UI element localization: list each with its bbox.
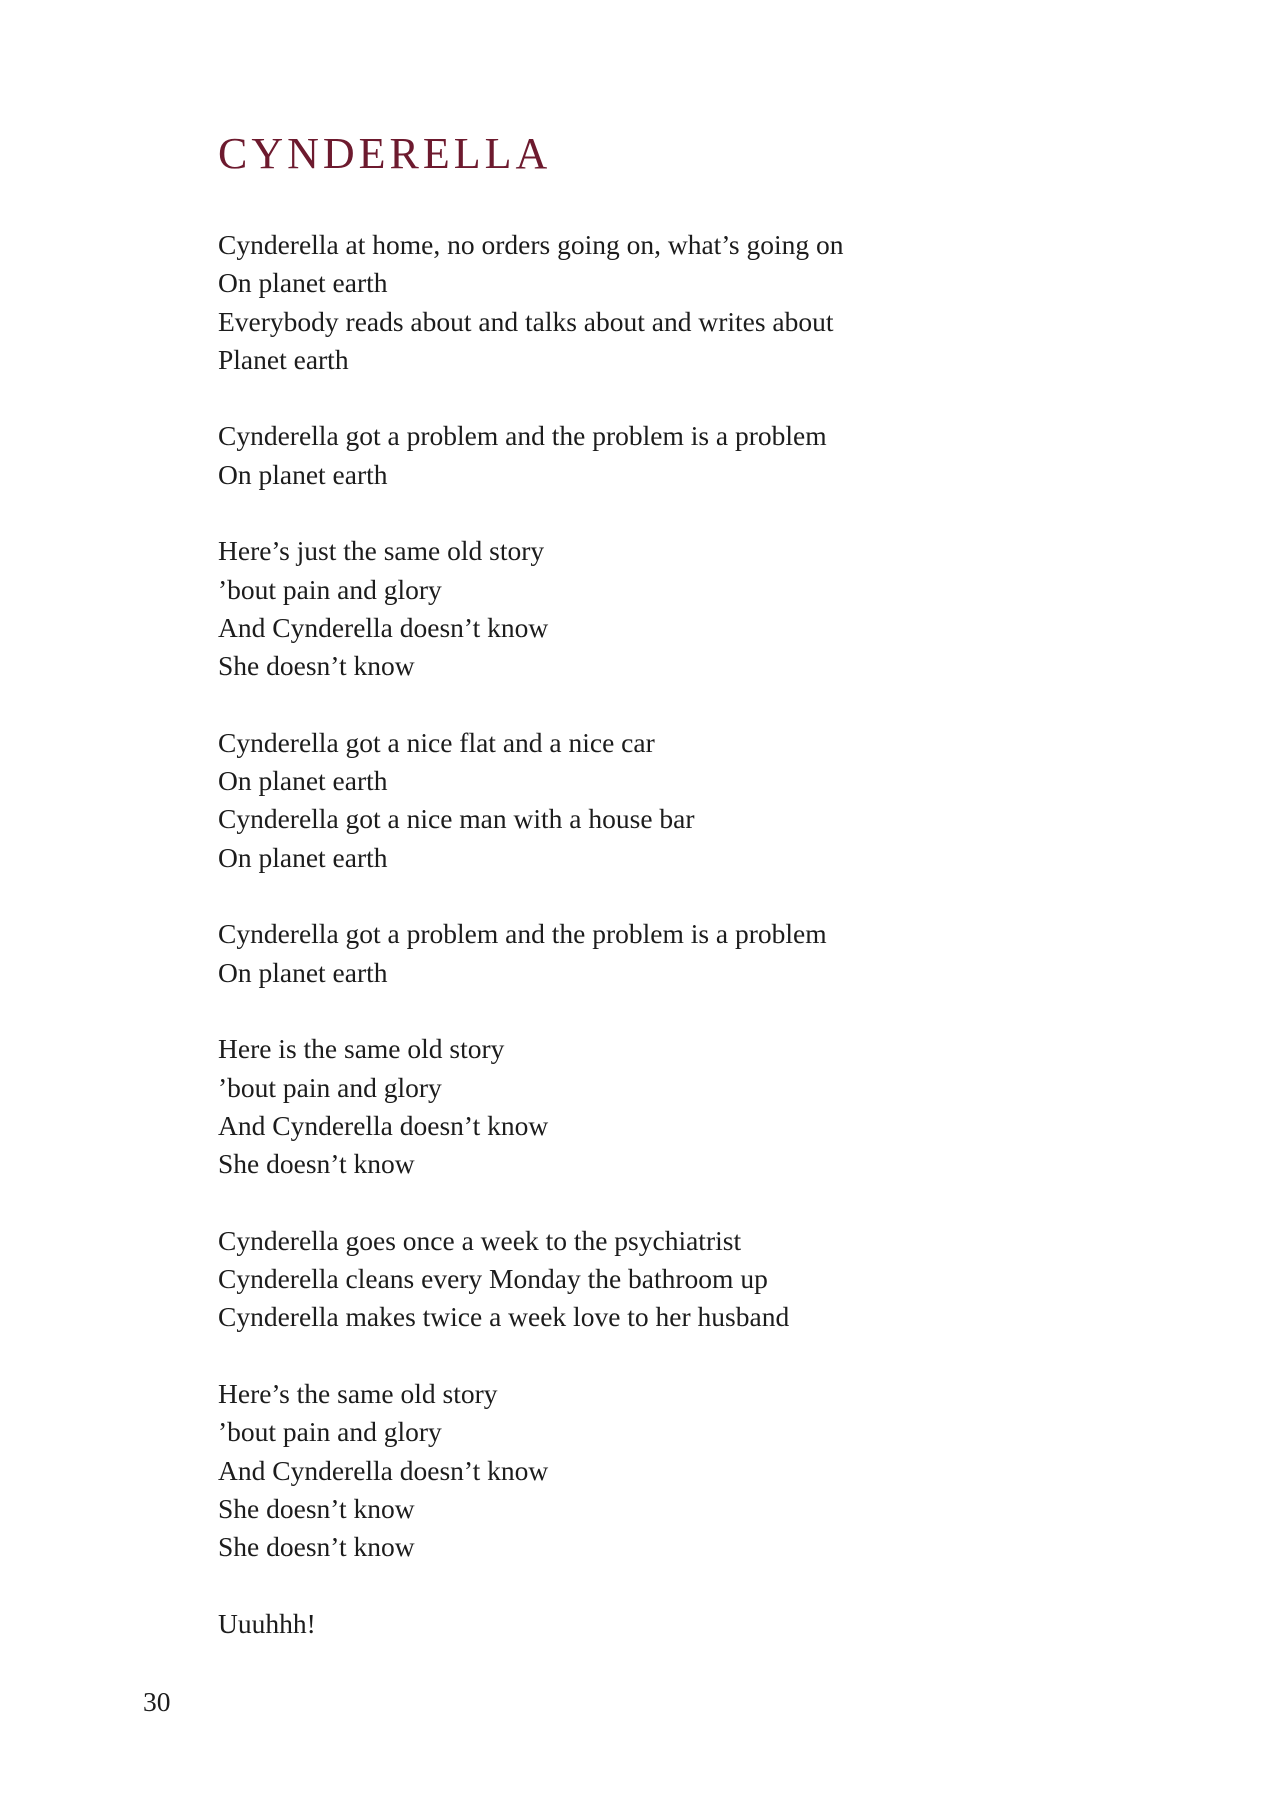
stanza [218,417,1218,494]
verse-line: Uuuhhh! [218,1607,316,1639]
verse-line: Cynderella goes once a week to the psychiatrist [218,1224,742,1256]
verse-line: ’bout pain and glory [218,1071,442,1103]
stanza [218,724,1218,877]
verse-line: She doesn’t know [218,1148,415,1180]
verse-line: Planet earth [218,343,349,375]
verse-line: Cynderella got a problem and the problem is a problem [218,420,827,452]
verse-line: And Cynderella doesn’t know [218,1109,549,1141]
verse-line: ’bout pain and glory [218,573,442,605]
poem-body [218,226,1218,1681]
verse-line: On planet earth [218,267,388,299]
verse-line: On planet earth [218,956,388,988]
verse-line: Here’s the same old story [218,1377,498,1409]
poem-title: CYNDERELLA [218,129,552,178]
stanza [218,915,1218,992]
verse-line: She doesn’t know [218,1492,415,1524]
stanza [218,1605,1218,1643]
verse-line: Here’s just the same old story [218,535,545,567]
verse-line: On planet earth [218,765,388,797]
stanza [218,226,1218,379]
stanza [218,1375,1218,1566]
verse-line: On planet earth [218,841,388,873]
verse-line: Cynderella makes twice a week love to her husband [218,1301,790,1333]
verse-line: She doesn’t know [218,1531,415,1563]
page-number: 30 [143,1686,171,1717]
verse-line: And Cynderella doesn’t know [218,1454,549,1486]
verse-line: She doesn’t know [218,650,415,682]
stanza [218,532,1218,685]
verse-line: Here is the same old story [218,1033,505,1065]
verse-line: ’bout pain and glory [218,1416,442,1448]
stanza [218,1030,1218,1183]
verse-line: Cynderella cleans every Monday the bathroom up [218,1263,768,1295]
verse-line: Everybody reads about and talks about and writes about [218,305,834,337]
verse-line: On planet earth [218,458,388,490]
stanza [218,1222,1218,1337]
verse-line: Cynderella at home, no orders going on, what’s going on [218,229,844,260]
verse-line: Cynderella got a nice flat and a nice car [218,726,655,758]
verse-line: Cynderella got a problem and the problem is a problem [218,918,827,950]
verse-line: Cynderella got a nice man with a house bar [218,803,695,835]
verse-line: And Cynderella doesn’t know [218,611,549,643]
